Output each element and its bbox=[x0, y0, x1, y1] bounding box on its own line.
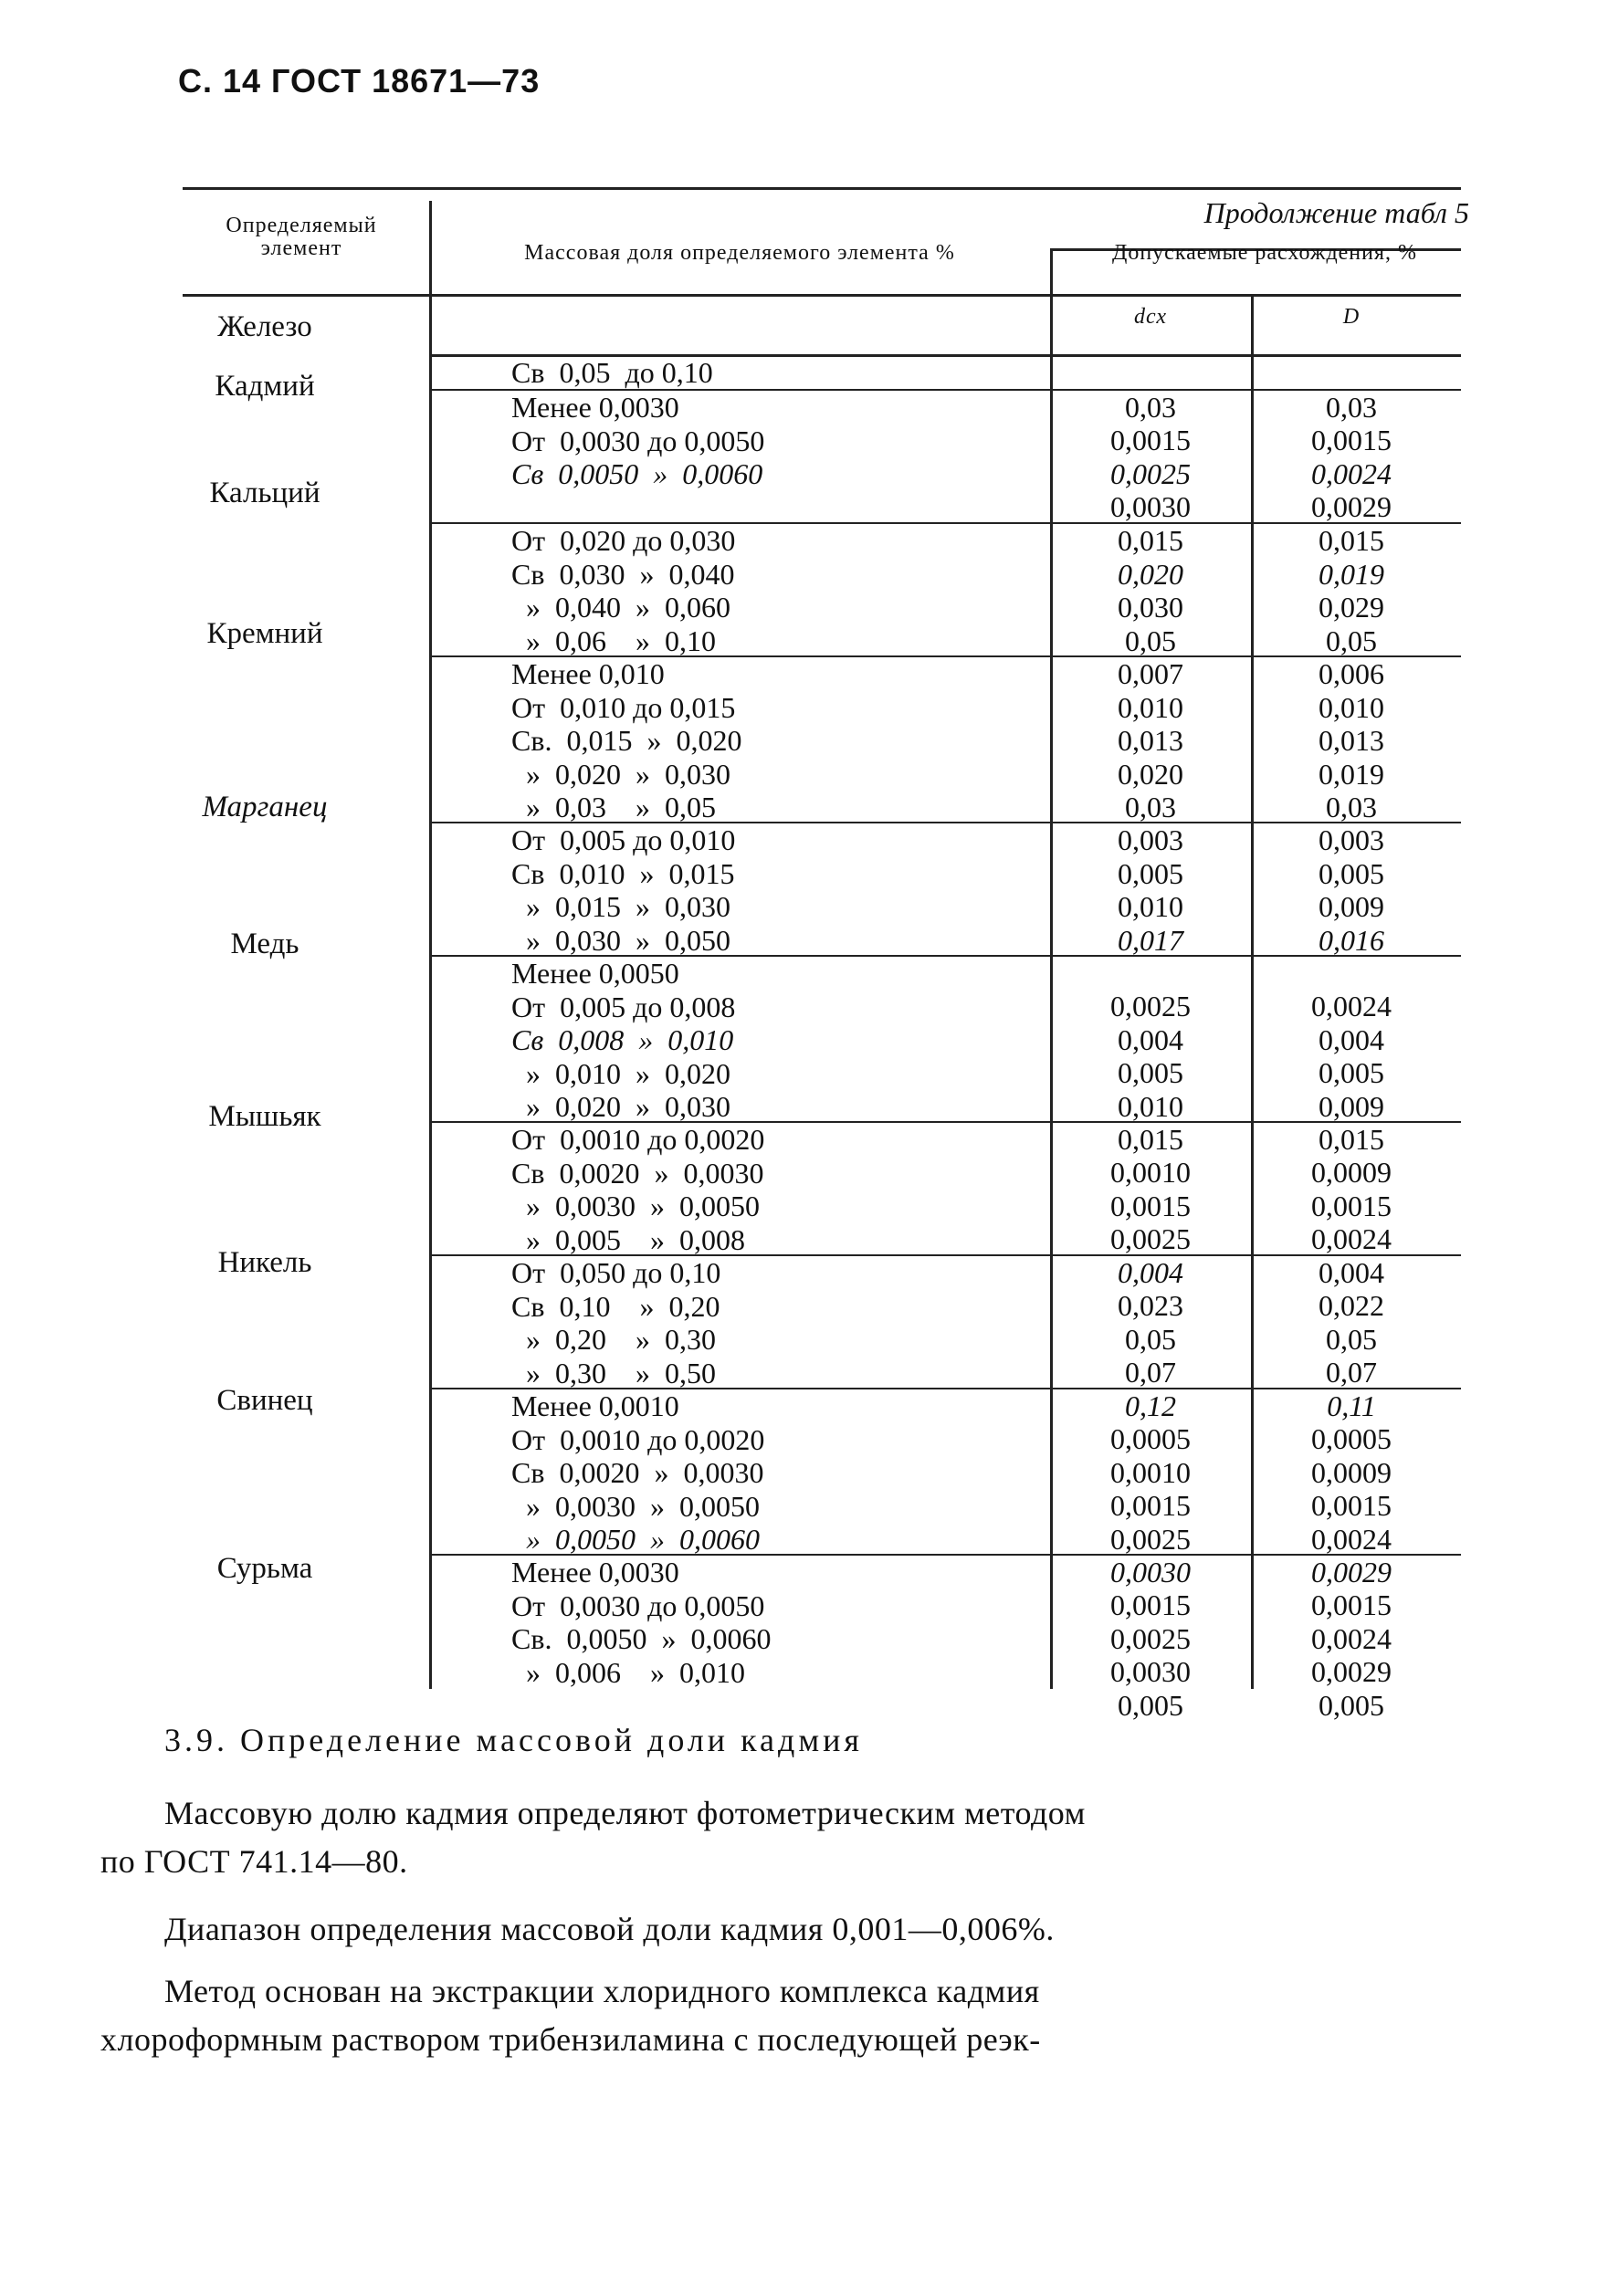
D-group bbox=[1251, 1422, 1452, 1589]
D-value: 0,0029 bbox=[1311, 1655, 1392, 1688]
range-row: Св 0,008 » 0,010 bbox=[511, 1023, 734, 1056]
dcx-value: 0,007 bbox=[1118, 657, 1183, 690]
D-value: 0,0015 bbox=[1311, 424, 1392, 456]
dcx-value: 0,03 bbox=[1125, 791, 1176, 823]
dcx-value: 0,004 bbox=[1118, 1022, 1183, 1056]
range-row: Св 0,10 » 0,20 bbox=[511, 1289, 720, 1323]
range-row: » 0,0030 » 0,0050 bbox=[511, 1489, 760, 1523]
D-value: 0,0029 bbox=[1311, 1556, 1392, 1588]
table-continuation-title: Продолжение табл 5 bbox=[1203, 196, 1469, 229]
range-group bbox=[511, 1389, 764, 1557]
element-name: Кремний bbox=[206, 617, 323, 650]
D-value: 0,0009 bbox=[1311, 1156, 1392, 1189]
dcx-value: 0,0025 bbox=[1110, 456, 1191, 490]
dcx-group bbox=[1050, 990, 1251, 1157]
dcx-value: 0,017 bbox=[1118, 923, 1183, 957]
dcx-value: 0,0025 bbox=[1110, 1522, 1191, 1556]
dcx-value: 0,0025 bbox=[1110, 1222, 1191, 1255]
D-value: 0,05 bbox=[1326, 1322, 1377, 1356]
dcx-value: 0,003 bbox=[1118, 823, 1183, 856]
range-row: От 0,0010 до 0,0020 bbox=[511, 1422, 765, 1456]
range-row: » 0,20 » 0,30 bbox=[511, 1323, 716, 1356]
D-value: 0,005 bbox=[1319, 1056, 1384, 1089]
element-name: Железо bbox=[217, 310, 312, 343]
header-bottom-rule bbox=[183, 294, 1461, 297]
range-row: От 0,010 до 0,015 bbox=[511, 690, 736, 724]
dcx-value: 0,005 bbox=[1118, 1688, 1183, 1722]
range-row: » 0,015 » 0,030 bbox=[511, 890, 730, 923]
dcx-value: 0,0015 bbox=[1110, 424, 1191, 456]
D-value: 0,015 bbox=[1319, 524, 1384, 557]
range-row: Св 0,010 » 0,015 bbox=[511, 856, 735, 890]
dcx-value: 0,010 bbox=[1118, 690, 1183, 724]
paragraph-line: Диапазон определения массовой доли кадмия 0,001—0,006%. bbox=[164, 1911, 1055, 1947]
range-row: » 0,030 » 0,050 bbox=[511, 923, 730, 957]
range-row: » 0,006 » 0,010 bbox=[511, 1655, 745, 1689]
D-value: 0,004 bbox=[1319, 1255, 1384, 1289]
dcx-value: 0,010 bbox=[1118, 1089, 1183, 1123]
range-row: Менее 0,0030 bbox=[511, 391, 679, 424]
range-row: » 0,020 » 0,030 bbox=[511, 1090, 730, 1123]
D-value: 0,022 bbox=[1319, 1289, 1384, 1322]
range-row: Св. 0,015 » 0,020 bbox=[511, 724, 742, 757]
range-group bbox=[511, 391, 764, 491]
paragraph-line: Массовую долю кадмия определяют фотометрическим методом bbox=[164, 1795, 1086, 1831]
header-element: Определяемый элемент bbox=[226, 214, 377, 261]
dcx-value: 0,0010 bbox=[1110, 1455, 1191, 1489]
range-row: От 0,0030 до 0,0050 bbox=[511, 1588, 765, 1622]
element-name: Марганец bbox=[202, 791, 328, 823]
dcx-group bbox=[1050, 524, 1251, 657]
range-row: От 0,020 до 0,030 bbox=[511, 524, 736, 557]
dcx-value: 0,0025 bbox=[1110, 990, 1191, 1022]
dcx-group bbox=[1050, 424, 1251, 524]
range-row: » 0,010 » 0,020 bbox=[511, 1056, 730, 1090]
range-group bbox=[511, 823, 735, 957]
range-row: Св 0,05 до 0,10 bbox=[511, 356, 713, 389]
paragraph-line: Метод основан на экстракции хлоридного комплекса кадмия bbox=[164, 1973, 1040, 2009]
D-value: 0,019 bbox=[1319, 557, 1384, 591]
dcx-group bbox=[1050, 391, 1251, 425]
D-group bbox=[1251, 391, 1452, 425]
dcx-group bbox=[1050, 1588, 1251, 1722]
dcx-value: 0,12 bbox=[1125, 1389, 1176, 1422]
D-group bbox=[1251, 1289, 1452, 1422]
dcx-value: 0,013 bbox=[1118, 724, 1183, 757]
D-value: 0,015 bbox=[1319, 1123, 1384, 1156]
D-value: 0,11 bbox=[1327, 1389, 1376, 1422]
header-discrepancies: Допускаемые расхождения, % bbox=[1111, 241, 1418, 265]
D-group bbox=[1251, 1156, 1452, 1289]
range-row: От 0,005 до 0,008 bbox=[511, 990, 736, 1023]
header-mass-fraction: Массовая доля определяемого элемента % bbox=[524, 241, 955, 265]
dcx-value: 0,0015 bbox=[1110, 1189, 1191, 1222]
header-D: D bbox=[1342, 305, 1361, 329]
header-dcx: dсх bbox=[1134, 305, 1167, 329]
range-row: » 0,06 » 0,10 bbox=[511, 624, 716, 657]
D-value: 0,0015 bbox=[1311, 1489, 1392, 1522]
element-name: Кальций bbox=[209, 477, 320, 509]
element-name: Сурьма bbox=[216, 1552, 313, 1585]
dcx-value: 0,07 bbox=[1125, 1356, 1176, 1389]
range-group bbox=[511, 356, 713, 390]
section-heading: 3.9. Определение массовой доли кадмия bbox=[164, 1722, 863, 1758]
dcx-value: 0,010 bbox=[1118, 890, 1183, 923]
D-value: 0,0015 bbox=[1311, 1189, 1392, 1222]
D-group bbox=[1251, 823, 1452, 957]
range-group bbox=[511, 1123, 764, 1256]
dcx-value: 0,03 bbox=[1125, 391, 1176, 424]
range-row: От 0,050 до 0,10 bbox=[511, 1256, 721, 1289]
D-value: 0,029 bbox=[1319, 591, 1384, 624]
D-value: 0,05 bbox=[1326, 624, 1377, 657]
D-value: 0,03 bbox=[1326, 791, 1377, 823]
dcx-value: 0,0015 bbox=[1110, 1588, 1191, 1621]
dcx-value: 0,015 bbox=[1118, 524, 1183, 557]
D-value: 0,0029 bbox=[1311, 490, 1392, 523]
dcx-group bbox=[1050, 1422, 1251, 1589]
D-group bbox=[1251, 990, 1452, 1157]
range-row: » 0,30 » 0,50 bbox=[511, 1356, 716, 1389]
dcx-group bbox=[1050, 823, 1251, 957]
table-top-rule bbox=[183, 187, 1461, 190]
dcx-value: 0,0005 bbox=[1110, 1422, 1191, 1455]
dcx-value: 0,0015 bbox=[1110, 1489, 1191, 1522]
dcx-value: 0,023 bbox=[1118, 1289, 1183, 1322]
dcx-value: 0,0030 bbox=[1110, 1655, 1191, 1688]
dcx-value: 0,015 bbox=[1118, 1123, 1183, 1156]
D-value: 0,005 bbox=[1319, 856, 1384, 890]
range-row: Менее 0,0030 bbox=[511, 1556, 679, 1588]
range-row: Менее 0,0010 bbox=[511, 1389, 679, 1422]
range-row: Менее 0,0050 bbox=[511, 957, 679, 990]
D-value: 0,009 bbox=[1319, 1089, 1384, 1123]
dcx-value: 0,0010 bbox=[1110, 1156, 1191, 1189]
range-group bbox=[511, 524, 735, 657]
D-value: 0,0024 bbox=[1311, 1522, 1392, 1556]
element-name: Медь bbox=[230, 928, 299, 960]
dcx-value: 0,020 bbox=[1118, 757, 1183, 791]
range-row: » 0,005 » 0,008 bbox=[511, 1222, 745, 1256]
dcx-value: 0,020 bbox=[1118, 557, 1183, 591]
range-group bbox=[511, 1256, 720, 1389]
range-row: Св 0,0020 » 0,0030 bbox=[511, 1456, 764, 1489]
range-row: Св. 0,0050 » 0,0060 bbox=[511, 1622, 772, 1655]
D-value: 0,006 bbox=[1319, 657, 1384, 690]
range-row: Св 0,030 » 0,040 bbox=[511, 557, 735, 591]
dcx-value: 0,005 bbox=[1118, 1056, 1183, 1089]
D-value: 0,0015 bbox=[1311, 1588, 1392, 1621]
element-name: Свинец bbox=[216, 1384, 313, 1417]
D-value: 0,07 bbox=[1326, 1356, 1377, 1389]
D-group bbox=[1251, 524, 1452, 657]
element-name: Кадмий bbox=[215, 370, 315, 403]
range-row: » 0,0050 » 0,0060 bbox=[511, 1523, 760, 1556]
range-row: От 0,0010 до 0,0020 bbox=[511, 1123, 765, 1156]
D-value: 0,0024 bbox=[1311, 456, 1392, 490]
range-row: Св 0,0020 » 0,0030 bbox=[511, 1156, 764, 1190]
D-value: 0,019 bbox=[1319, 757, 1384, 791]
range-row: От 0,005 до 0,010 bbox=[511, 823, 736, 856]
range-row: От 0,0030 до 0,0050 bbox=[511, 424, 765, 457]
range-row: Св 0,0050 » 0,0060 bbox=[511, 457, 763, 490]
dcx-value: 0,030 bbox=[1118, 591, 1183, 624]
D-value: 0,0024 bbox=[1311, 1222, 1392, 1255]
range-group bbox=[511, 657, 741, 824]
range-row: » 0,0030 » 0,0050 bbox=[511, 1190, 760, 1222]
D-group bbox=[1251, 1588, 1452, 1722]
D-value: 0,016 bbox=[1319, 923, 1384, 957]
col-divider-element bbox=[429, 201, 432, 1689]
range-row: » 0,040 » 0,060 bbox=[511, 591, 730, 624]
element-name: Мышьяк bbox=[208, 1100, 321, 1133]
D-value: 0,0024 bbox=[1311, 990, 1392, 1022]
range-group bbox=[511, 1556, 771, 1689]
dcx-value: 0,0030 bbox=[1110, 1556, 1191, 1588]
dcx-value: 0,005 bbox=[1118, 856, 1183, 890]
D-value: 0,010 bbox=[1319, 690, 1384, 724]
dcx-value: 0,004 bbox=[1118, 1255, 1183, 1289]
dcx-value: 0,0025 bbox=[1110, 1621, 1191, 1655]
range-group bbox=[511, 957, 735, 1124]
D-value: 0,0009 bbox=[1311, 1455, 1392, 1489]
paragraph-line: по ГОСТ 741.14—80. bbox=[100, 1843, 408, 1880]
range-row: » 0,03 » 0,05 bbox=[511, 791, 716, 823]
D-value: 0,003 bbox=[1319, 823, 1384, 856]
range-row: » 0,020 » 0,030 bbox=[511, 757, 730, 791]
dcx-group bbox=[1050, 1156, 1251, 1289]
range-row: Менее 0,010 bbox=[511, 657, 665, 690]
D-value: 0,013 bbox=[1319, 724, 1384, 757]
page-header: С. 14 ГОСТ 18671—73 bbox=[178, 62, 541, 100]
D-value: 0,004 bbox=[1319, 1022, 1384, 1056]
dcx-group bbox=[1050, 1289, 1251, 1422]
D-group bbox=[1251, 424, 1452, 524]
dcx-group bbox=[1050, 657, 1251, 824]
dcx-value: 0,0030 bbox=[1110, 490, 1191, 523]
D-value: 0,0024 bbox=[1311, 1621, 1392, 1655]
D-group bbox=[1251, 657, 1452, 824]
element-name: Никель bbox=[217, 1246, 312, 1279]
dcx-value: 0,05 bbox=[1125, 1322, 1176, 1356]
D-value: 0,03 bbox=[1326, 391, 1377, 424]
D-value: 0,005 bbox=[1319, 1688, 1384, 1722]
D-value: 0,009 bbox=[1319, 890, 1384, 923]
paragraph-line: хлороформным раствором трибензиламина с последующей реэк- bbox=[100, 2021, 1041, 2058]
dcx-value: 0,05 bbox=[1125, 624, 1176, 657]
D-value: 0,0005 bbox=[1311, 1422, 1392, 1455]
